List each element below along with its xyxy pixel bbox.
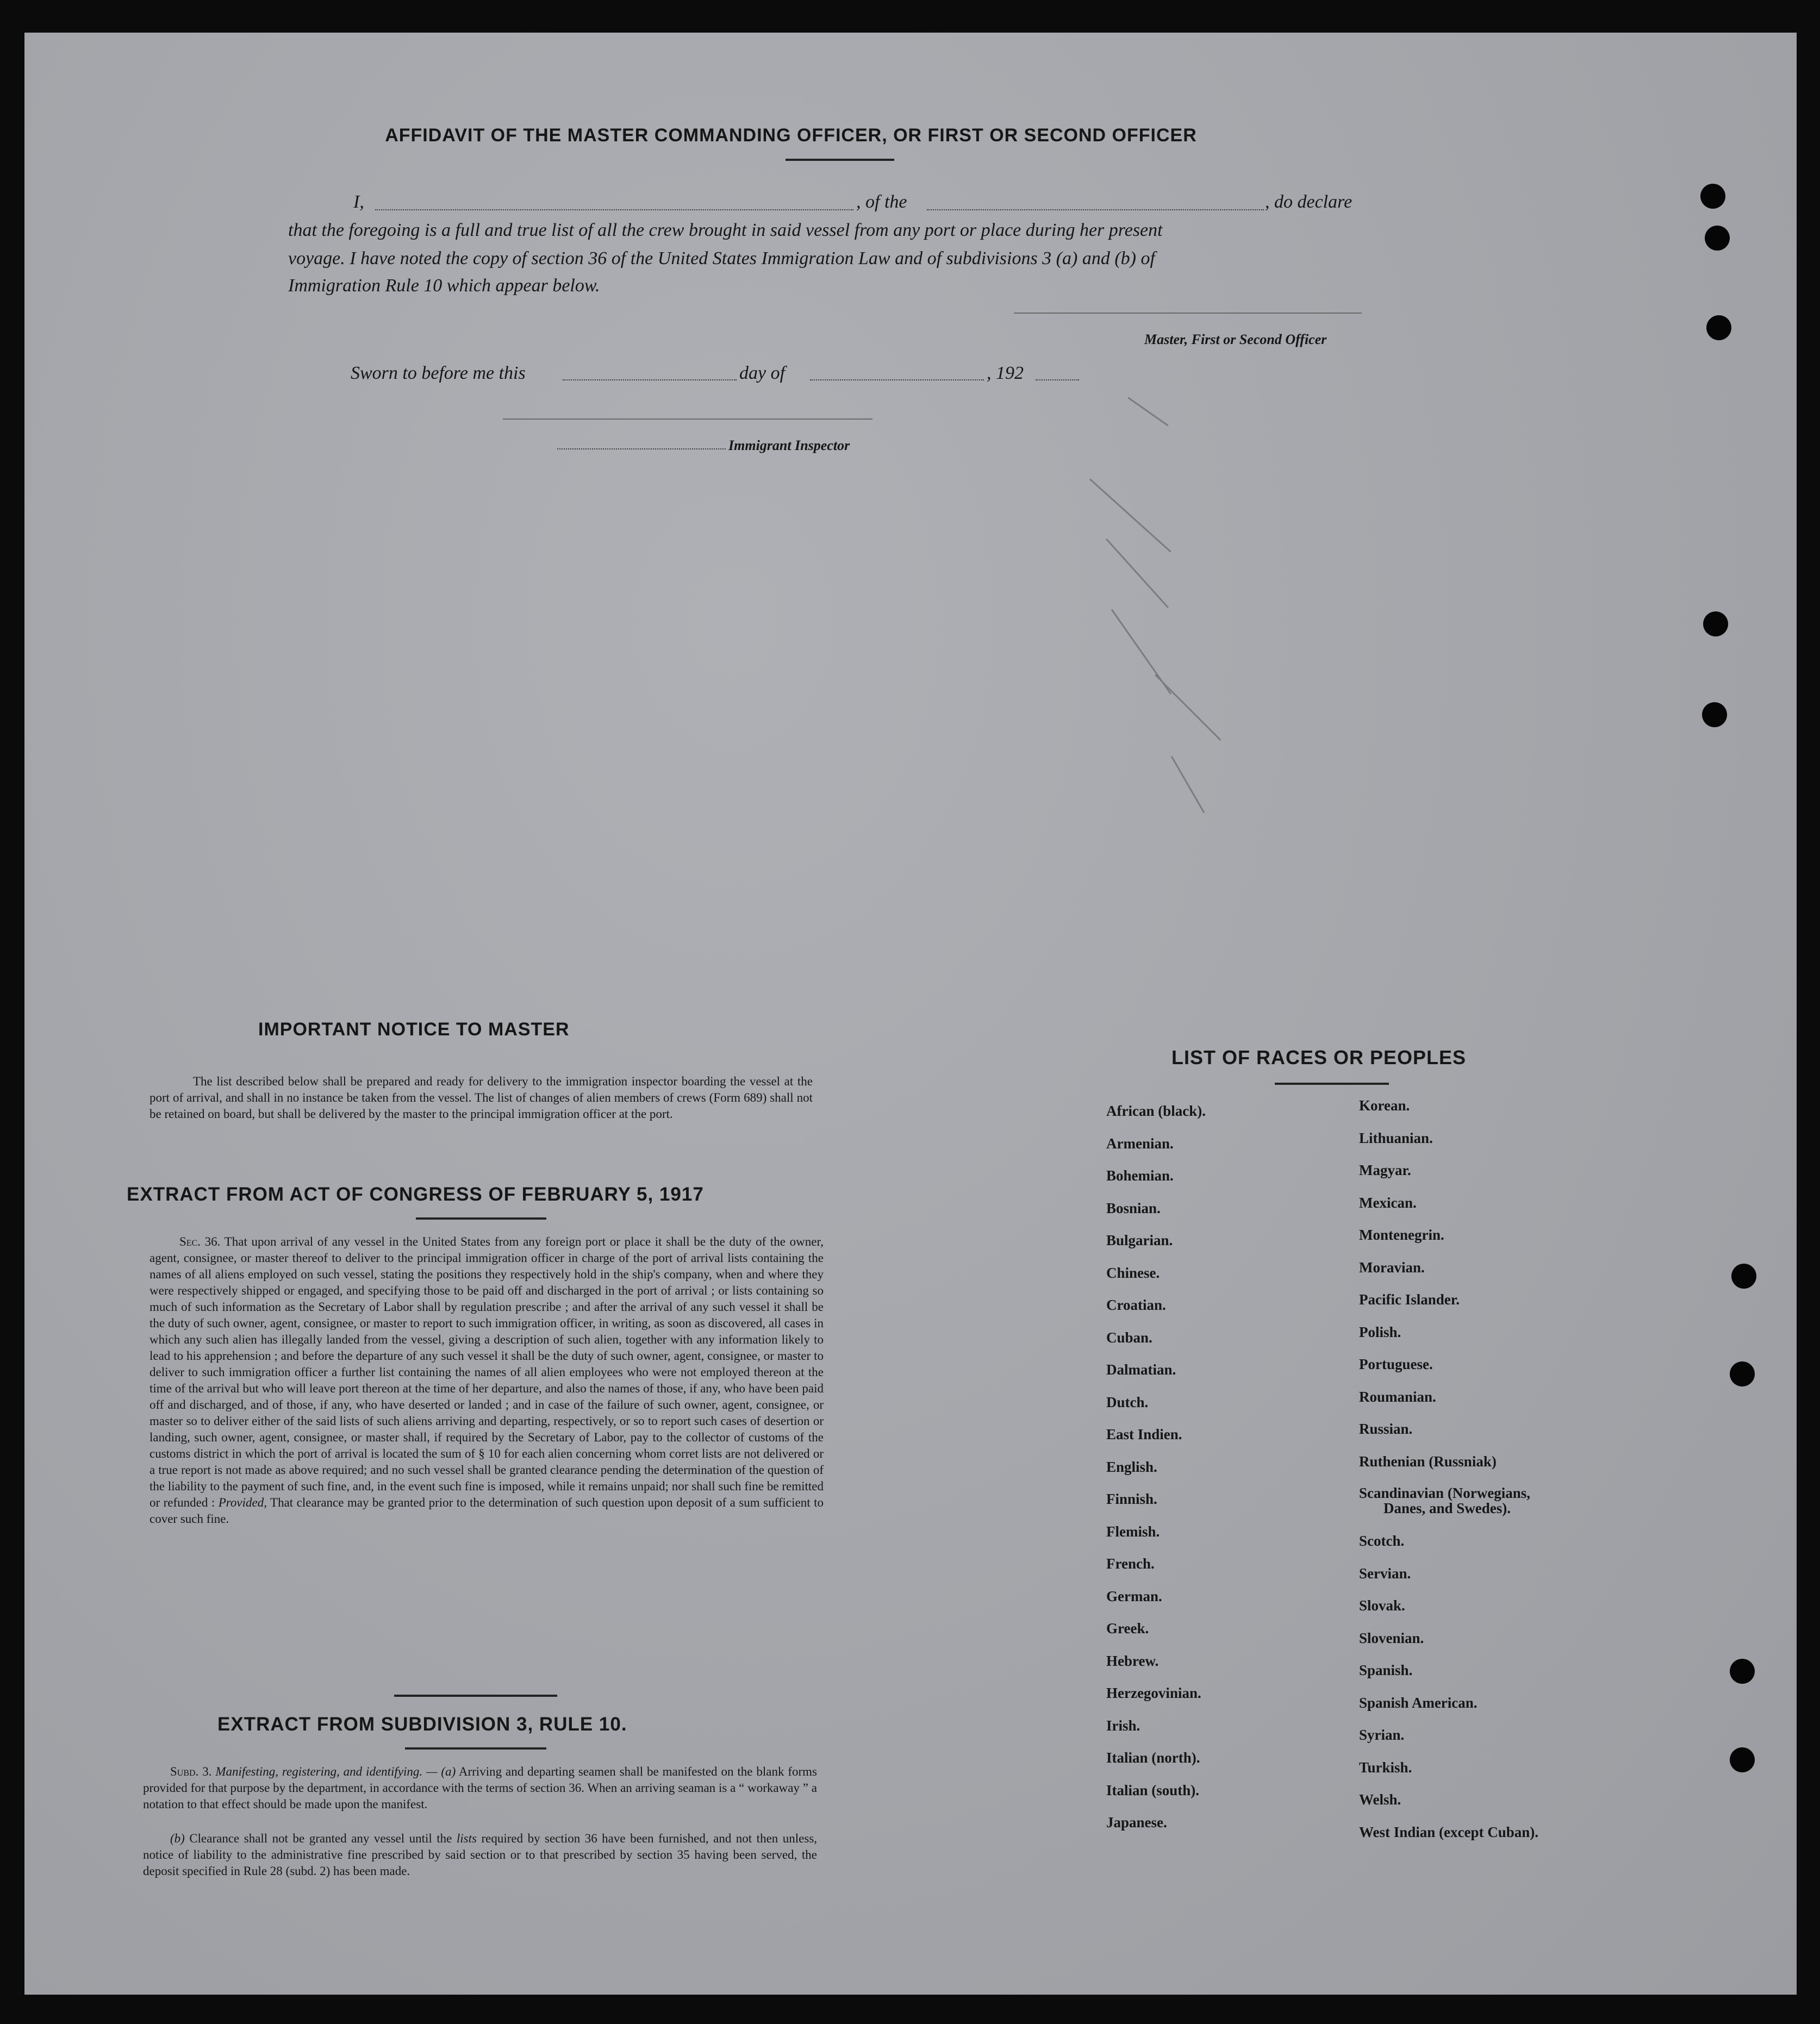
race-item: Pacific Islander. (1359, 1291, 1460, 1308)
affidavit-line4: Immigration Rule 10 which appear below. (288, 276, 600, 296)
race-item: Italian (north). (1106, 1750, 1200, 1766)
punch-hole (1705, 226, 1730, 251)
bleed-through-mark (1106, 538, 1169, 608)
affidavit-line1-end: , do declare (1265, 192, 1352, 212)
race-item: Servian. (1359, 1565, 1411, 1582)
document-page (24, 33, 1797, 1995)
race-item: Armenian. (1106, 1135, 1174, 1152)
race-item: German. (1106, 1588, 1162, 1604)
race-item: Danes, and Swedes). (1383, 1500, 1511, 1516)
heading-underline (786, 159, 894, 161)
heading-underline (416, 1217, 546, 1220)
punch-hole (1730, 1361, 1755, 1386)
sworn-year: , 192 (987, 363, 1024, 383)
act-heading: EXTRACT FROM ACT OF CONGRESS OF FEBRUARY 5, 1917 (127, 1184, 704, 1205)
race-item: Ruthenian (Russniak) (1359, 1453, 1497, 1470)
inspector-caption: Immigrant Inspector (728, 438, 850, 453)
race-item: Scotch. (1359, 1533, 1405, 1549)
heading-underline (1275, 1083, 1389, 1085)
race-item: Turkish. (1359, 1759, 1412, 1776)
race-item: Dutch. (1106, 1394, 1149, 1410)
heading-underline (405, 1747, 546, 1750)
punch-hole (1702, 702, 1727, 727)
declarant-name-field[interactable] (375, 209, 853, 210)
race-item: Hebrew. (1106, 1652, 1159, 1669)
master-signature-field[interactable] (1014, 313, 1362, 314)
act-body-end: That clearance may be granted prior to the determination of such question upon deposit of a sum sufficient to cover such fine. (149, 1496, 824, 1526)
race-item: Magyar. (1359, 1162, 1411, 1178)
race-item: Korean. (1359, 1097, 1410, 1114)
race-item: Dalmatian. (1106, 1361, 1176, 1378)
punch-hole (1706, 315, 1731, 340)
section-divider (394, 1695, 557, 1697)
affidavit-heading: AFFIDAVIT OF THE MASTER COMMANDING OFFICER, OR FIRST OR SECOND OFFICER (385, 125, 1197, 146)
races-left-column (1106, 1095, 1206, 1839)
sworn-month-field[interactable] (810, 379, 984, 380)
rule-text-a (143, 1764, 817, 1813)
race-item: Spanish. (1359, 1662, 1413, 1678)
race-item: Slovak. (1359, 1597, 1405, 1614)
notice-text: The list described below shall be prepared and ready for delivery to the immigration inspector boarding the vessel at the port of arrival, and shall in no instance be taken from the vessel. The list of changes of alien members of crews (Form 689) shall not be retained on board, but shall be delivered by the master to the principal immigration officer at the port. (149, 1075, 813, 1121)
punch-hole (1703, 611, 1728, 636)
race-item: Lithuanian. (1359, 1129, 1433, 1146)
rule-para-b-label: (b) (170, 1832, 185, 1845)
race-item: Russian. (1359, 1421, 1413, 1437)
race-item: Finnish. (1106, 1491, 1157, 1507)
sworn-year-field[interactable] (1036, 379, 1079, 380)
race-item: Roumanian. (1359, 1388, 1436, 1405)
rule-subd-title: Manifesting, registering, and identifying. — (a) (215, 1765, 456, 1778)
punch-hole (1730, 1747, 1755, 1772)
race-item: Slovenian. (1359, 1629, 1424, 1646)
bleed-through-mark (1171, 756, 1205, 813)
rule-heading: EXTRACT FROM SUBDIVISION 3, RULE 10. (217, 1714, 627, 1735)
race-item: Flemish. (1106, 1523, 1160, 1540)
race-item: Japanese. (1106, 1814, 1167, 1831)
race-item: Greek. (1106, 1620, 1149, 1636)
act-provided-label: Provided, (218, 1496, 267, 1509)
bleed-through-mark (1155, 674, 1221, 740)
affidavit-line3: voyage. I have noted the copy of section 36 of the United States Immigration Law and of subdivisions 3 (a) and (b) of (288, 248, 1155, 268)
affidavit-line2: that the foregoing is a full and true list of all the crew brought in said vessel from any port or place during her present (288, 220, 1163, 240)
bleed-through-mark (1089, 478, 1171, 552)
punch-hole (1700, 184, 1725, 209)
notice-heading: IMPORTANT NOTICE TO MASTER (258, 1019, 570, 1040)
affidavit-line1-start: I, (353, 192, 364, 212)
races-heading: LIST OF RACES OR PEOPLES (1171, 1046, 1467, 1069)
race-item: Welsh. (1359, 1791, 1401, 1808)
race-item: West Indian (except Cuban). (1359, 1823, 1539, 1840)
sworn-prefix: Sworn to before me this (351, 363, 526, 383)
race-item: Portuguese. (1359, 1356, 1433, 1372)
sworn-day-of: day of (739, 363, 786, 383)
punch-hole (1730, 1659, 1755, 1684)
sworn-day-field[interactable] (563, 379, 737, 380)
race-item: French. (1106, 1556, 1155, 1572)
rule-para-b-2: required by section 36 have been furnished, and not then unless, notice of liability to the administrative fine prescribed by said section or to that prescribed by section 35 having been served, the deposit specified in Rule 28 (subd. 2) has been made. (143, 1832, 818, 1878)
race-item: Moravian. (1359, 1259, 1425, 1276)
race-item: East Indien. (1106, 1426, 1182, 1442)
bleed-through-mark (1127, 397, 1168, 426)
race-item: Italian (south). (1106, 1782, 1200, 1798)
race-item: Croatian. (1106, 1297, 1166, 1313)
race-item: Irish. (1106, 1717, 1140, 1734)
rule-para-b-1: Clearance shall not be granted any vessel until the (189, 1832, 452, 1845)
race-item: Bulgarian. (1106, 1232, 1173, 1248)
punch-hole (1731, 1264, 1756, 1289)
rule-subd-label: Subd. 3. (170, 1765, 212, 1778)
inspector-signature-field-2[interactable] (557, 448, 726, 449)
race-item: African (black). (1106, 1103, 1206, 1119)
race-item: Bosnian. (1106, 1200, 1161, 1216)
races-right-column (1359, 1090, 1538, 1848)
race-item: Bohemian. (1106, 1167, 1174, 1184)
rule-text-b (143, 1831, 817, 1879)
race-item: Mexican. (1359, 1194, 1417, 1211)
act-text (149, 1234, 824, 1527)
race-item: Herzegovinian. (1106, 1685, 1201, 1701)
vessel-name-field[interactable] (927, 209, 1264, 210)
race-item: Montenegrin. (1359, 1227, 1444, 1243)
race-item: Syrian. (1359, 1727, 1405, 1743)
rule-para-a: Arriving and departing seamen shall be manifested on the blank forms provided for that purpose by the department, in accordance with the terms of section 36. When an arriving seaman is a “ workaway ” a notation to that effect should be made upon the manifest. (143, 1765, 818, 1811)
race-item: Spanish American. (1359, 1694, 1478, 1711)
master-caption: Master, First or Second Officer (1144, 332, 1327, 347)
inspector-signature-field[interactable] (503, 418, 872, 420)
act-body: That upon arrival of any vessel in the United States from any foreign port or place it shall be the duty of the owner, agent, consignee, or master thereof to deliver to the principal immigration officer in charge of the port of arrival lists containing the names of all aliens employed on such vessel, stating the positions they respectively hold in the ship's company, when and where they were respectively shipped or engaged, and specifying those to be paid off and discharged in the port of arrival ; or lists containing so much of such information as the Secretary of Labor shall by regulation prescribe ; and after the arrival of any such vessel it shall be the duty of such owner, agent, consignee, or master to report to such immigration officer, in writing, as soon as discovered, all cases in which any such alien has illegally landed from the vessel, giving a description of such alien, together with any information likely to lead to his apprehension ; and before the departure of any such vessel it shall be the duty of such owner, agent, consignee, or master to deliver to such immigration officer a further list containing the names of all alien employees who were not employed thereon at the time of the arrival but who will leave port thereon at the time of her departure, and also the names of those, if any, who have been paid off and discharged, and of those, if any, who have deserted or landed ; and in case of the failure of such owner, agent, consignee, or master so to deliver either of the said lists of such aliens arriving and departing, respectively, or so to report such cases of desertion or landing, such owner, agent, consignee, or master shall, if required by the Secretary of Labor, pay to the collector of customs of the customs district in which the port of arrival is located the sum of § 10 for each alien concerning whom corret lists are not delivered or a true report is not made as above required; and no such vessel shall be granted clearance pending the determination of the question of the liability to the payment of such fine, and, in the event such fine is imposed, while it remains unpaid; nor shall such fine be remitted or refunded : (149, 1235, 824, 1509)
rule-para-b-lists: lists (456, 1832, 477, 1845)
race-item: Polish. (1359, 1323, 1401, 1340)
act-section-label: Sec. 36. (179, 1235, 221, 1248)
race-item: Cuban. (1106, 1329, 1152, 1346)
race-item: Scandinavian (Norwegians, (1359, 1485, 1531, 1501)
race-item: English. (1106, 1458, 1157, 1475)
race-item: Chinese. (1106, 1264, 1160, 1281)
affidavit-line1-of-the: , of the (856, 192, 907, 212)
